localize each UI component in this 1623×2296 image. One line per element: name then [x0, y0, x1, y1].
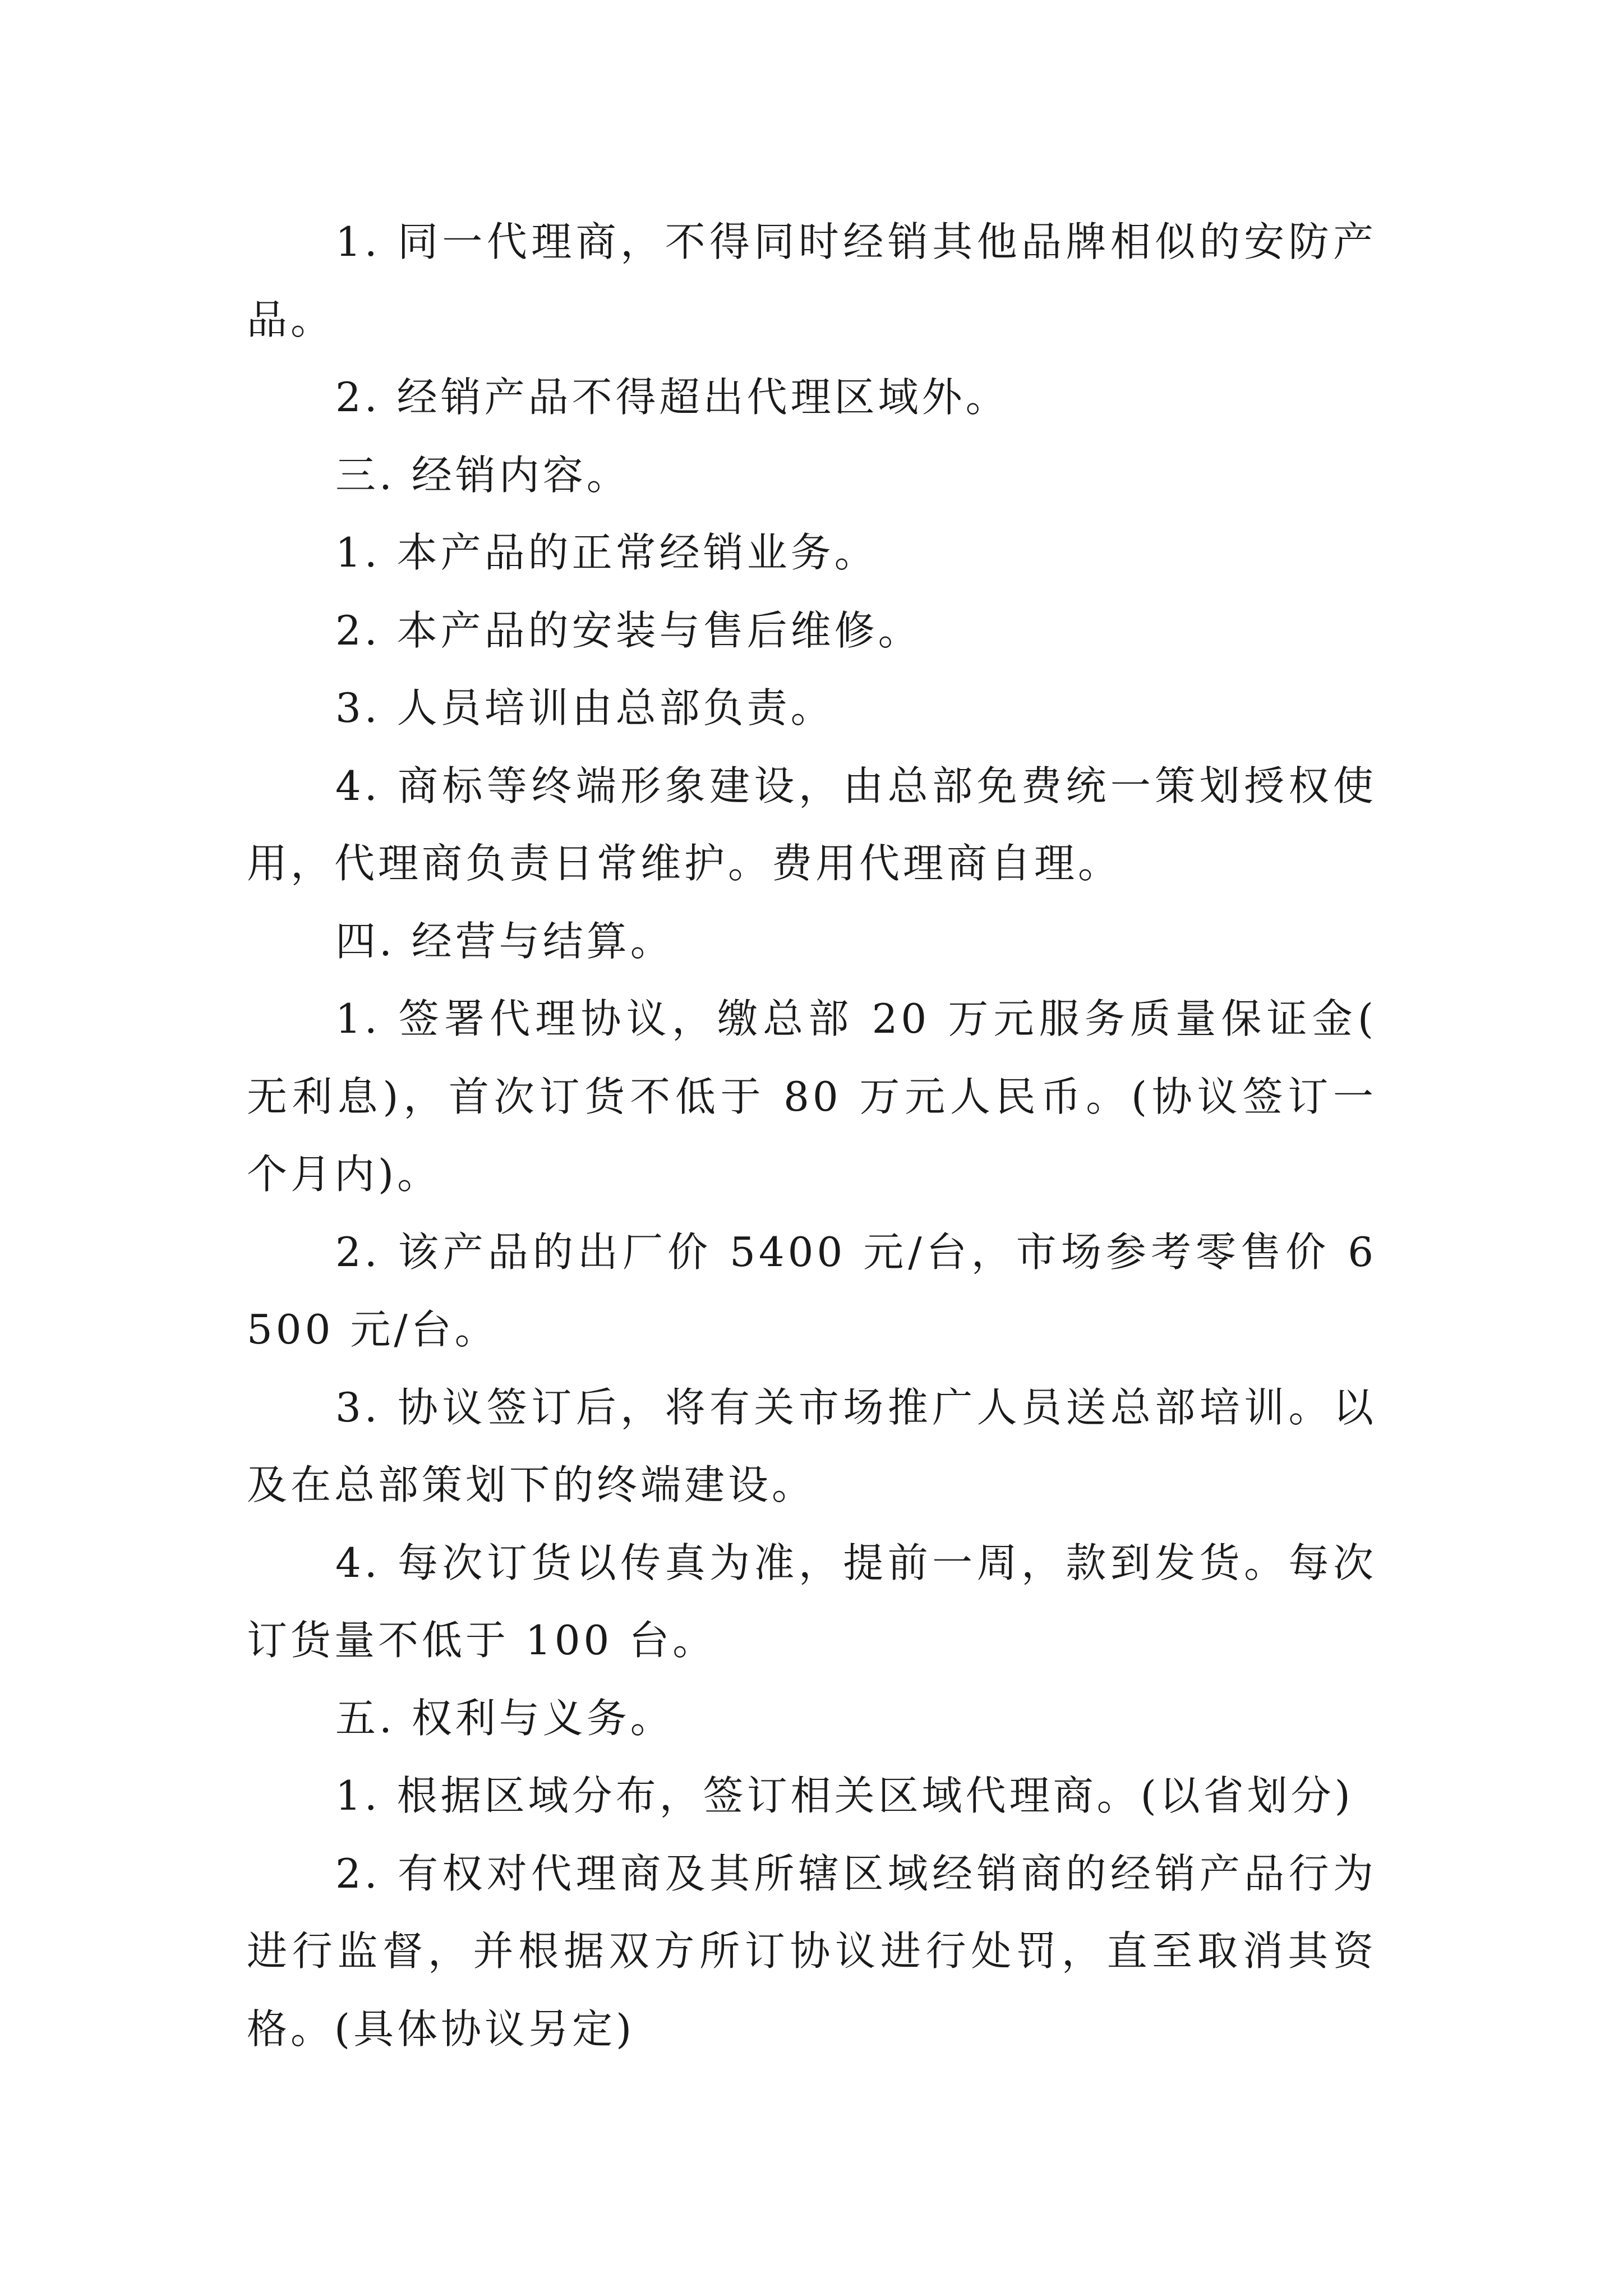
- clause-3-1: 1. 本产品的正常经销业务。: [335, 529, 878, 576]
- clause-4-4: 4. 每次订货以传真为准，提前一周，款到发货。每次订货量不低于 100 台。: [247, 1539, 1377, 1664]
- clause-2-2: 2. 经销产品不得超出代理区域外。: [335, 374, 1009, 421]
- clause-4-3: 3. 协议签订后，将有关市场推广人员送总部培训。以及在总部策划下的终端建设。: [247, 1383, 1377, 1508]
- clause-3-3: 3. 人员培训由总部负责。: [335, 684, 834, 731]
- clause-5-1: 1. 根据区域分布，签订相关区域代理商。(以省划分): [335, 1772, 1354, 1819]
- clause-2-1: 1. 同一代理商，不得同时经销其他品牌相似的安防产品。: [247, 218, 1377, 343]
- clause-3-4: 4. 商标等终端形象建设，由总部免费统一策划授权使用，代理商负责日常维护。费用代理商自理。: [247, 762, 1377, 887]
- section-heading-3: 三. 经销内容。: [335, 451, 630, 499]
- clause-5-2: 2. 有权对代理商及其所辖区域经销商的经销产品行为进行监督，并根据双方所订协议进行处罚，直至取消其资格。(具体协议另定): [247, 1849, 1377, 2053]
- section-heading-4: 四. 经营与结算。: [335, 917, 674, 965]
- section-heading-5: 五. 权利与义务。: [335, 1694, 674, 1742]
- clause-4-1: 1. 签署代理协议，缴总部 20 万元服务质量保证金(无利息)，首次订货不低于 80 万元人民币。(协议签订一个月内)。: [247, 995, 1377, 1198]
- clause-3-2: 2. 本产品的安装与售后维修。: [335, 606, 922, 654]
- document-body: [247, 203, 1377, 2068]
- clause-4-2: 2. 该产品的出厂价 5400 元/台，市场参考零售价 6500 元/台。: [247, 1228, 1377, 1353]
